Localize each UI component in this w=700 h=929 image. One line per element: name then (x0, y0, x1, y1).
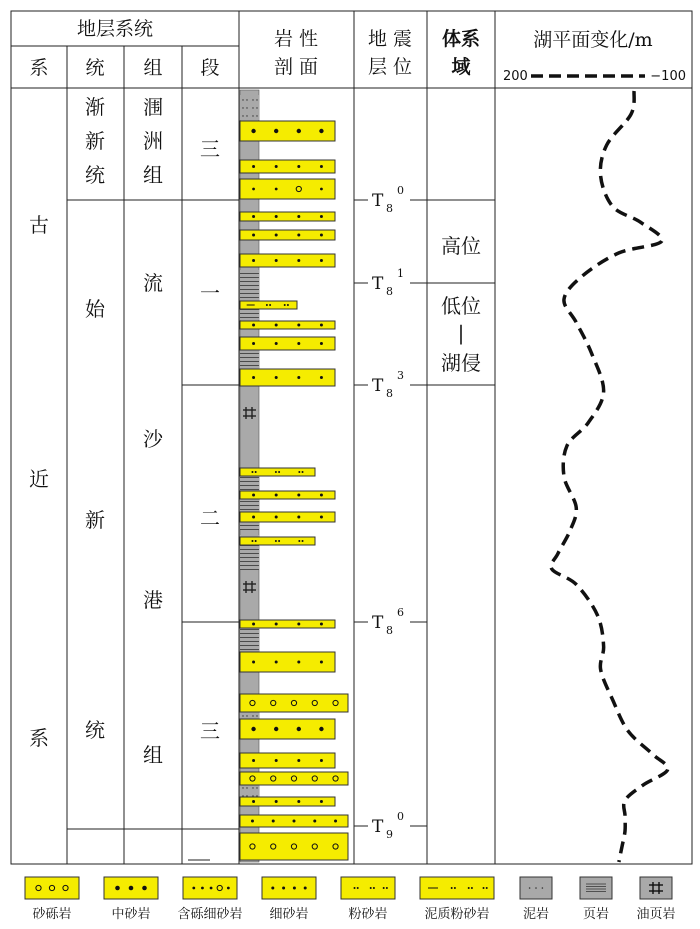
seismic-horizon (354, 606, 427, 637)
formation-upper-3: 组 (143, 163, 163, 187)
header-duan: 段 (200, 57, 220, 79)
mudstone-interval (240, 95, 259, 120)
member-two: 二 (200, 506, 220, 530)
header-seismic-2: 层 位 (367, 56, 413, 78)
legend-item-gravel (25, 877, 79, 922)
tract-dash: | (457, 321, 465, 345)
legend-item-muddy (420, 877, 494, 922)
header-seismic-1: 地 震 (367, 28, 413, 50)
shale-interval (240, 270, 259, 320)
sand-bed-fine (240, 753, 335, 768)
sand-bed-fine (240, 491, 335, 499)
sand-bed-fine (240, 337, 335, 350)
system-char-1: 古 (29, 213, 49, 237)
legend-item-fine (262, 877, 316, 922)
shale-interval (240, 625, 259, 655)
sand-bed-fine (240, 160, 335, 173)
sand-bed-medium (240, 719, 335, 739)
sand-bed-fine (240, 620, 335, 628)
series-lower-2: 新 (85, 508, 105, 532)
seismic-subscript: 8 (386, 624, 393, 637)
seismic-subscript: 8 (386, 387, 393, 400)
sand-bed-gravel (240, 694, 348, 712)
sand-bed-fine (240, 815, 348, 827)
legend-label: 油页岩 (636, 907, 676, 922)
formation-lower-4: 组 (143, 743, 163, 767)
seismic-label: T (372, 376, 384, 396)
sand-bed-muddy (240, 301, 297, 309)
sand-bed-fine (240, 369, 335, 386)
series-lower-1: 始 (85, 297, 105, 321)
legend-item-shale (580, 877, 612, 922)
sand-bed-fine (240, 230, 335, 240)
seismic-superscript: 0 (397, 810, 404, 823)
seismic-superscript: 1 (397, 267, 404, 280)
legend-label: 中砂岩 (111, 907, 151, 922)
member-lower-three: 三 (200, 719, 220, 743)
legend-item-pebbly (177, 877, 242, 922)
seismic-subscript: 8 (386, 285, 393, 298)
legend-label: 含砾细砂岩 (177, 907, 243, 922)
header-lake-title: 湖平面变化/m (533, 29, 653, 51)
seismic-horizon (354, 184, 427, 215)
legend-label: 粉砂岩 (348, 907, 388, 922)
lithology-profile (240, 90, 348, 862)
legend-label: 页岩 (582, 907, 610, 922)
sand-bed-fine (240, 797, 335, 806)
formation-upper-1: 涠 (143, 95, 163, 119)
series-upper-1: 渐 (85, 95, 105, 119)
sand-bed-gravel (240, 772, 348, 785)
seismic-horizon (354, 267, 427, 298)
header-lithology-2: 剖 面 (273, 56, 319, 78)
legend-item-medium (104, 877, 158, 922)
lake-level-curve (551, 91, 668, 862)
sand-bed-silt (240, 537, 315, 545)
tract-transgressive: 湖侵 (441, 351, 481, 375)
header-tract-2: 域 (451, 56, 471, 78)
formation-lower-1: 流 (143, 271, 163, 295)
member-upper-three: 三 (200, 137, 220, 161)
legend-item-silt (341, 877, 395, 922)
sand-bed-fine (240, 254, 335, 267)
sand-bed-silt (240, 468, 315, 476)
sand-bed-fine (240, 652, 335, 672)
legend-label: 砂砾岩 (32, 907, 72, 922)
header-tong: 统 (85, 57, 105, 79)
tract-low: 低位 (441, 294, 481, 318)
tract-high: 高位 (441, 234, 481, 258)
series-lower-3: 统 (85, 718, 105, 742)
seismic-label: T (372, 613, 384, 633)
header-tract-1: 体系 (441, 28, 481, 50)
member-one: 一 (200, 281, 220, 305)
header-strat-system: 地层系统 (76, 18, 154, 40)
system-char-2: 近 (29, 467, 49, 491)
series-upper-3: 统 (85, 163, 105, 187)
sand-bed-fine (240, 212, 335, 221)
legend-label: 细砂岩 (269, 907, 309, 922)
lake-axis-left: 200 (503, 69, 528, 84)
legend-label: 泥质粉砂岩 (424, 907, 490, 922)
legend-label: 泥岩 (522, 907, 550, 922)
sand-bed-medium (240, 121, 335, 141)
seismic-label: T (372, 817, 384, 837)
seismic-horizon (354, 810, 427, 841)
formation-upper-2: 洲 (143, 129, 163, 153)
formation-lower-2: 沙 (143, 427, 163, 451)
system-char-3: 系 (29, 726, 49, 750)
sand-bed-fine (240, 321, 335, 329)
header-zu: 组 (143, 57, 163, 79)
formation-lower-3: 港 (143, 588, 163, 612)
seismic-superscript: 0 (397, 184, 404, 197)
seismic-superscript: 3 (397, 369, 404, 382)
sand-bed-gravel (240, 833, 348, 860)
sand-bed-fine (240, 512, 335, 522)
legend (25, 877, 676, 922)
table-grid (11, 11, 692, 864)
seismic-label: T (372, 191, 384, 211)
seismic-subscript: 8 (386, 202, 393, 215)
header-xi: 系 (29, 57, 49, 79)
legend-item-mudstone (520, 877, 552, 922)
sand-bed-pebbly (240, 179, 335, 199)
header-lithology-1: 岩 性 (273, 28, 319, 50)
lake-axis-right: −100 (650, 69, 686, 84)
legend-item-oilshale (636, 877, 675, 922)
seismic-superscript: 6 (397, 606, 404, 619)
series-upper-2: 新 (85, 129, 105, 153)
seismic-label: T (372, 274, 384, 294)
seismic-horizon (354, 369, 427, 400)
seismic-subscript: 9 (386, 828, 393, 841)
